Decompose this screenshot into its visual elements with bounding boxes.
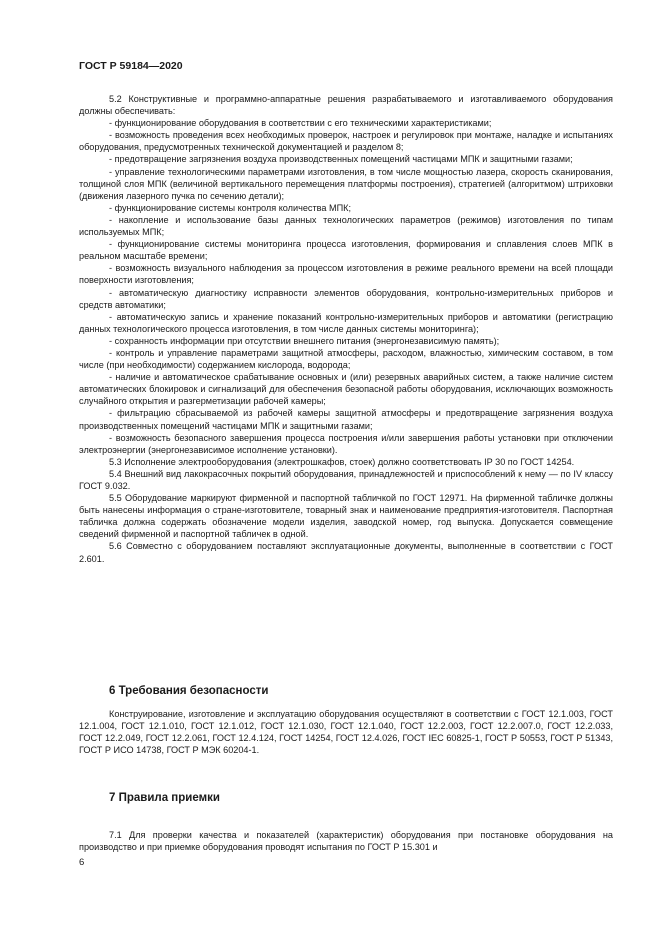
list-item: - функционирование системы мониторинга процесса изготовления, формирования и сплавления слоев МПК в реальном масштабе времени;	[79, 239, 613, 262]
list-item: - функционирование системы контроля количества МПК;	[109, 202, 352, 213]
list-item: - фильтрацию сбрасываемой из рабочей камеры защитной атмосферы и предотвращение загрязнения воздуха производственных помещений частицами МПК и защитными газами;	[79, 408, 613, 431]
list-item: - функционирование оборудования в соответствии с его техническими характеристиками;	[109, 118, 492, 129]
paragraph-7-1: 7.1 Для проверки качества и показателей (характеристик) оборудования при постановке оборудования на производство и при приемке оборудования проводят испытания по ГОСТ Р 15.301 и	[79, 830, 613, 853]
document-header: ГОСТ Р 59184—2020	[79, 60, 183, 72]
section-6-body	[79, 708, 613, 756]
section-7-body	[79, 829, 613, 853]
list-item: - предотвращение загрязнения воздуха производственных помещений частицами МПК и защитными газами;	[109, 154, 573, 165]
list-item: - возможность визуального наблюдения за процессом изготовления в режиме реального времени на всей площади поверхности изготовления;	[79, 263, 613, 286]
list-item: - сохранность информации при отсутствии внешнего питания (энергонезависимую память);	[109, 335, 500, 346]
section-6-heading: 6 Требования безопасности	[109, 685, 269, 697]
list-item: - контроль и управление параметрами защитной атмосферы, расходом, влажностью, химическим составом, в том числе (при необходимости) содержанием кислорода, водорода;	[79, 347, 613, 371]
paragraph-6: Конструирование, изготовление и эксплуатацию оборудования осуществляют в соответствии с ГОСТ 12.1.003, ГОСТ 12.1.004, ГОСТ 12.1.010, ГОСТ 12.1.012, ГОСТ 12.1.030, ГОСТ 12.1.040, ГОСТ 12.2.003, ГОСТ 12.2.007.0, ГОСТ 12.2.033, ГОСТ 12.2.049, ГОСТ 12.2.061, ГОСТ 12.4.124, ГОСТ 14254, ГОСТ 12.4.026, ГОСТ IEC 60825-1, ГОСТ Р 50553, ГОСТ Р 51343, ГОСТ Р ИСО 14738, ГОСТ Р МЭК 60204-1.	[79, 709, 613, 756]
section-5-body	[79, 93, 613, 565]
list-item: - наличие и автоматическое срабатывание основных и (или) резервных аварийных систем, а также наличие систем автоматических блокировок и сигнализаций для обеспечения безопасной работы оборудования, исключающих возможность случайного открытия и разгерметизации рабочей камеры;	[79, 372, 613, 407]
list-item: - управление технологическими параметрами изготовления, в том числе мощностью лазера, скорость сканирования, толщиной слоя МПК (величиной вертикального перемещения платформы построения), стратегией (алгоритмом) штриховки (движения лазерного пучка по сечению детали);	[79, 166, 613, 201]
paragraph-5-3: 5.3 Исполнение электрооборудования (электрошкафов, стоек) должно соответствовать IP 30 по ГОСТ 14254.	[109, 456, 575, 467]
page-number: 6	[79, 857, 85, 868]
paragraph-5-6: 5.6 Совместно с оборудованием поставляют эксплуатационные документы, выполненные в соответствии с ГОСТ 2.601.	[79, 541, 613, 564]
paragraph-5-2: 5.2 Конструктивные и программно-аппаратные решения разрабатываемого и изготавливаемого оборудования должны обеспечивать:	[79, 94, 613, 117]
list-item: - возможность безопасного завершения процесса построения и/или завершения работы установки при отключении электроэнергии (энергонезависимое исполнение установки).	[79, 432, 613, 455]
list-item: - автоматическую диагностику исправности элементов оборудования, контрольно-измерительных приборов и средств автоматики;	[79, 287, 613, 310]
list-item: - накопление и использование базы данных технологических параметров (режимов) изготовления по типам используемых МПК;	[79, 214, 613, 238]
paragraph-5-5: 5.5 Оборудование маркируют фирменной и паспортной табличкой по ГОСТ 12971. На фирменной табличке должны быть нанесены информация о стране-изготовителе, товарный знак и наименование предприятия-изготовителя. Паспортная табличка должна содержать обозначение модели изделия, заводской номер, год выпуска. Допускается совмещение сведений фирменной и паспортной табличек в одной.	[79, 493, 613, 540]
section-7-heading: 7 Правила приемки	[109, 792, 220, 804]
paragraph-5-4: 5.4 Внешний вид лакокрасочных покрытий оборудования, принадлежностей и приспособлений к нему — по IV классу ГОСТ 9.032.	[79, 468, 613, 491]
list-item: - возможность проведения всех необходимых проверок, настроек и регулировок при монтаже, наладке и испытаниях оборудования, предусмотренных технической документацией и разделом 8;	[79, 130, 613, 153]
list-item: - автоматическую запись и хранение показаний контрольно-измерительных приборов и автоматики (регистрацию данных технологического процесса изготовления, в том числе данных системы мониторинга);	[79, 311, 613, 334]
